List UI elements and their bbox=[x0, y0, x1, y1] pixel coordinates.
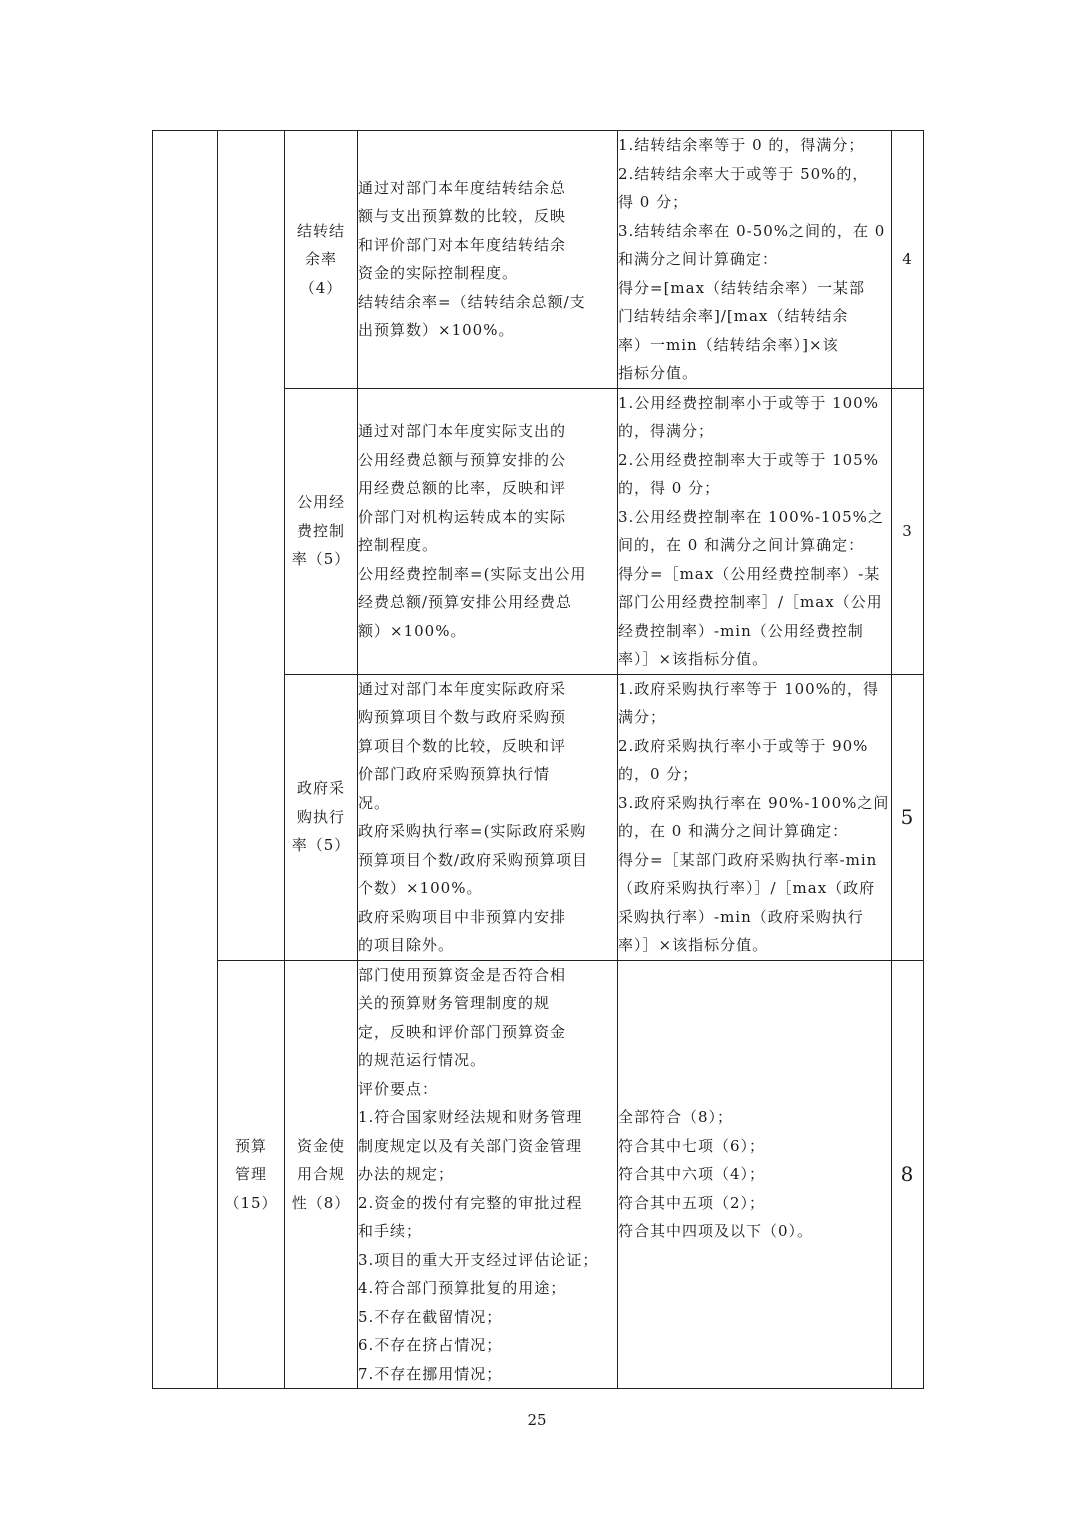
indicator-description-cell: 部门使用预算资金是否符合相 关的预算财务管理制度的规 定，反映和评价部门预算资金 的规范运行情况。 评价要点： 1.符合国家财经法规和财务管理 制度规定以及有关部门资金管理 办法的规定； 2.资金的拨付有完整的审批过程 和手续； 3.项目的重大开支经过评估论证； 4.符合部门预算批复的用途； 5.不存在截留情况； 6.不存在挤占情况； 7.不存在挪用情况； bbox=[358, 960, 618, 1389]
indicator-description-cell: 通过对部门本年度结转结余总 额与支出预算数的比较，反映 和评价部门对本年度结转结余 资金的实际控制程度。 结转结余率=（结转结余总额/支 出预算数）×100%。 bbox=[358, 131, 618, 389]
evaluation-table bbox=[152, 130, 924, 1389]
indicator-name-cell: 公用经 费控制 率（5） bbox=[285, 388, 358, 674]
scoring-rule-cell: 1.公用经费控制率小于或等于 100% 的，得满分； 2.公用经费控制率大于或等于 105% 的，得 0 分； 3.公用经费控制率在 100%-105%之 间的，在 0 和满分之间计算确定： 得分=［max（公用经费控制率）-某 部门公用经费控制率］/［max（公用 经费控制率）-min（公用经费控制 率）］×该指标分值。 bbox=[618, 388, 892, 674]
scoring-rule-cell: 1.结转结余率等于 0 的，得满分； 2.结转结余率大于或等于 50%的， 得 0 分； 3.结转结余率在 0-50%之间的，在 0 和满分之间计算确定： 得分=[max（结转结余率）一某部 门结转结余率]/[max（结转结余 率）一min（结转结余率）]×该 指标分值。 bbox=[618, 131, 892, 389]
table-row bbox=[153, 131, 924, 389]
indicator-name-cell: 政府采 购执行 率（5） bbox=[285, 674, 358, 960]
category-cell: 预算 管理 （15） bbox=[218, 960, 285, 1389]
table-row bbox=[153, 960, 924, 1389]
scoring-rule-cell: 1.政府采购执行率等于 100%的，得 满分； 2.政府采购执行率小于或等于 90% 的，0 分； 3.政府采购执行率在 90%-100%之间 的，在 0 和满分之间计算确定： 得分=［某部门政府采购执行率-min （政府采购执行率）］/［max（政府 采购执行率）-min（政府采购执行 率）］×该指标分值。 bbox=[618, 674, 892, 960]
indicator-name-cell: 资金使 用合规 性（8） bbox=[285, 960, 358, 1389]
level2-category-cell bbox=[218, 131, 285, 961]
indicator-description-cell: 通过对部门本年度实际支出的 公用经费总额与预算安排的公 用经费总额的比率，反映和评 价部门对机构运转成本的实际 控制程度。 公用经费控制率=(实际支出公用 经费总额/预算安排公用经费总 额）×100%。 bbox=[358, 388, 618, 674]
score-cell: 3 bbox=[892, 388, 924, 674]
indicator-name-cell: 结转结 余率 （4） bbox=[285, 131, 358, 389]
scoring-rule-cell: 全部符合（8）； 符合其中七项（6）； 符合其中六项（4）； 符合其中五项（2）； 符合其中四项及以下（0）。 bbox=[618, 960, 892, 1389]
score-cell: 5 bbox=[892, 674, 924, 960]
score-cell: 4 bbox=[892, 131, 924, 389]
indicator-description-cell: 通过对部门本年度实际政府采 购预算项目个数与政府采购预 算项目个数的比较，反映和评 价部门政府采购预算执行情 况。 政府采购执行率=(实际政府采购 预算项目个数/政府采购预算项目 个数）×100%。 政府采购项目中非预算内安排 的项目除外。 bbox=[358, 674, 618, 960]
score-cell: 8 bbox=[892, 960, 924, 1389]
level1-category-cell bbox=[153, 131, 218, 1389]
page-number: 25 bbox=[527, 1411, 547, 1429]
